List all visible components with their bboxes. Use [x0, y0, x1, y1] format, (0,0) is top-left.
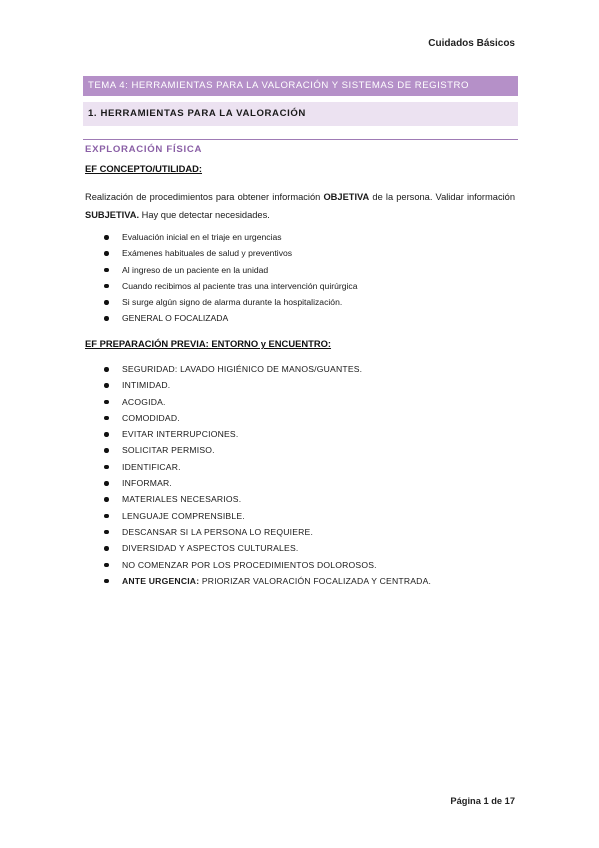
para-text-1: Realización de procedimientos para obtener información [85, 192, 324, 202]
list-item-text: NO COMENZAR POR LOS PROCEDIMIENTOS DOLOROSOS. [122, 559, 377, 570]
exploration-title: EXPLORACIÓN FÍSICA [85, 144, 203, 155]
concept-heading: EF CONCEPTO/UTILIDAD: [85, 163, 203, 174]
bullet-icon [104, 497, 109, 502]
divider-line [83, 139, 518, 140]
list-item [104, 294, 358, 310]
list-item [104, 262, 358, 278]
list-item-text: Si surge algún signo de alarma durante la hospitalización. [122, 297, 343, 308]
list-item [104, 540, 431, 556]
list-item [104, 524, 431, 540]
list-item [104, 459, 431, 475]
list-item [104, 557, 431, 573]
list-item-text: ACOGIDA. [122, 396, 166, 407]
list-item [104, 475, 431, 491]
list-item-text: LENGUAJE COMPRENSIBLE. [122, 510, 245, 521]
bullet-icon [104, 416, 109, 421]
list-item-text: SOLICITAR PERMISO. [122, 445, 215, 456]
list-item [104, 410, 431, 426]
bullet-icon [104, 465, 109, 470]
list-item [104, 442, 431, 458]
list-item-text: Evaluación inicial en el triaje en urgencias [122, 232, 282, 242]
bullet-icon [104, 448, 109, 453]
bullet-icon [104, 316, 109, 321]
bullet-icon [104, 481, 109, 486]
bullet-icon [104, 579, 109, 584]
list-item-text: INTIMIDAD. [122, 380, 171, 391]
preparation-heading: EF PREPARACIÓN PREVIA: ENTORNO y ENCUENTRO: [85, 338, 332, 349]
section-band: 1. HERRAMIENTAS PARA LA VALORACIÓN [83, 102, 518, 126]
list-item [104, 491, 431, 507]
list-item [104, 573, 431, 589]
topic-band: TEMA 4: HERRAMIENTAS PARA LA VALORACIÓN Y SISTEMAS DE REGISTRO [83, 76, 518, 96]
list-item-text: MATERIALES NECESARIOS. [122, 494, 242, 505]
list-item-text: INFORMAR. [122, 478, 173, 489]
bullet-icon [104, 514, 109, 519]
bullet-icon [104, 546, 109, 551]
list-item-text: Al ingreso de un paciente en la unidad [122, 264, 269, 275]
list-item [104, 245, 358, 261]
list-item-text: COMODIDAD. [122, 412, 180, 423]
bullet-icon [104, 268, 109, 273]
list-item [104, 278, 358, 294]
list-item-text: GENERAL O FOCALIZADA [122, 313, 229, 324]
para-bold-objetiva: OBJETIVA [323, 192, 370, 202]
bullet-icon [104, 530, 109, 535]
list-item [104, 508, 431, 524]
para-text-2: de la persona. Validar información [369, 192, 515, 202]
list-item [104, 361, 431, 377]
list-item [104, 310, 358, 326]
bullet-icon [104, 251, 109, 256]
list-item-text: SEGURIDAD: LAVADO HIGIÉNICO DE MANOS/GUANTES. [122, 364, 363, 374]
bullet-icon [104, 367, 109, 372]
list-item-text: PRIORIZAR VALORACIÓN FOCALIZADA Y CENTRADA. [199, 575, 432, 586]
bullet-icon [104, 284, 109, 289]
bullet-icon [104, 432, 109, 437]
para-bold-subjetiva: SUBJETIVA. [85, 210, 140, 220]
list-item [104, 426, 431, 442]
bullet-icon [104, 563, 109, 568]
list-item [104, 394, 431, 410]
bullet-icon [104, 235, 109, 240]
concept-paragraph [85, 188, 515, 224]
preparation-list [104, 361, 431, 589]
list-item-text: Exámenes habituales de salud y preventivos [122, 248, 293, 259]
bullet-icon [104, 300, 109, 305]
list-item [104, 229, 358, 245]
list-item-text: DESCANSAR SI LA PERSONA LO REQUIERE. [122, 526, 314, 537]
running-header: Cuidados Básicos [428, 38, 515, 49]
list-item-bold: ANTE URGENCIA: [122, 575, 200, 586]
page-number: Página 1 de 17 [450, 796, 515, 806]
list-item [104, 377, 431, 393]
concept-list [104, 229, 358, 327]
list-item-text: DIVERSIDAD Y ASPECTOS CULTURALES. [122, 543, 299, 554]
bullet-icon [104, 383, 109, 388]
list-item-text: IDENTIFICAR. [122, 461, 181, 472]
list-item-text: Cuando recibimos al paciente tras una intervención quirúrgica [122, 280, 358, 291]
list-item-text: EVITAR INTERRUPCIONES. [122, 429, 239, 440]
bullet-icon [104, 400, 109, 405]
para-text-3: Hay que detectar necesidades. [139, 210, 270, 220]
